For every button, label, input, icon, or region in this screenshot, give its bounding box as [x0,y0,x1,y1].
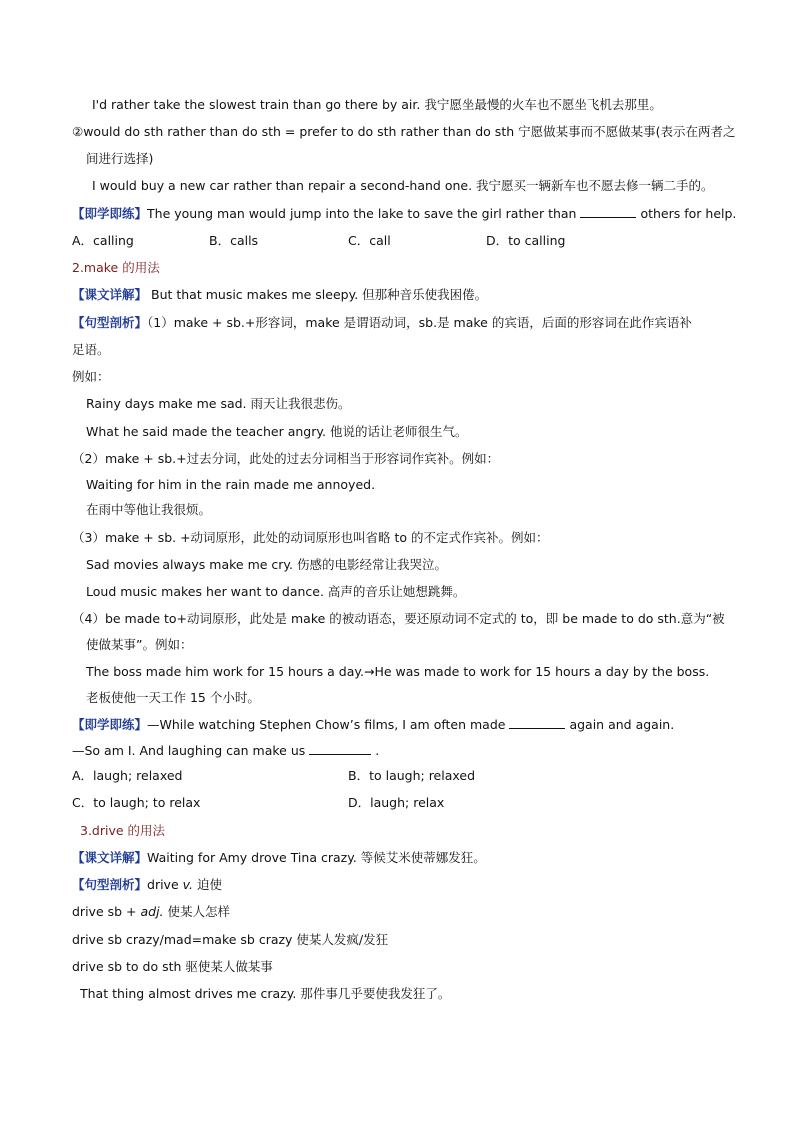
question-text: —So am I. And laughing can make us [72,743,306,758]
section-title: 2.make 的用法 [72,260,160,275]
question-text: The young man would jump into the lake to save the girl rather than [147,206,577,221]
option-c[interactable]: C．to laugh; to relax [72,795,201,810]
text-explanation [72,286,487,304]
exercise-question-cont [72,742,379,760]
option-a[interactable]: A．laugh; relaxed [72,768,183,783]
option-d[interactable]: D．laugh; relax [348,795,445,810]
example-sentence: Sad movies always make me cry. 伤感的电影经常让我哭泣。 [86,557,447,572]
option-c[interactable]: C．call [348,233,391,248]
pattern-analysis [72,876,222,894]
pattern-rule: drive sb to do sth 驱使某人做某事 [72,959,273,974]
explanation-text: But that music makes me sleepy. 但那种音乐使我困倦。 [147,287,488,302]
pattern-meaning: 使某人怎样 [163,904,231,919]
section-title: 3.drive 的用法 [80,823,166,838]
answer-blank[interactable] [580,205,636,218]
usage-rule-cont: 间进行选择) [86,151,154,166]
option-d[interactable]: D．to calling [486,233,566,248]
analysis-text: drive [147,877,183,892]
question-tail: . [375,743,380,758]
example-sentence: Rainy days make me sad. 雨天让我很悲伤。 [86,396,351,411]
exercise-question [72,205,736,223]
pattern-rule: drive sb crazy/mad=make sb crazy 使某人发疯/发狂 [72,932,389,947]
pattern-rule: （4）be made to+动词原形，此处是 make 的被动语态，要还原动词不定式的 to，即 be made to do sth.意为“被 [72,611,725,626]
pattern-analysis [72,314,692,332]
answer-blank[interactable] [509,716,565,729]
usage-rule: ②would do sth rather than do sth = prefer to do sth rather than do sth 宁愿做某事而不愿做某事(表示在两者之 [72,124,736,139]
pattern-rule [72,903,230,921]
example-sentence: I would buy a new car rather than repair a second-hand one. 我宁愿买一辆新车也不愿去修一辆二手的。 [92,178,714,193]
analysis-text: （1）make + sb.+形容词，make 是谓语动词，sb.是 make 的宾语，后面的形容词在此作宾语补 [147,315,692,330]
question-tail: again and again. [569,717,675,732]
example-sentence: What he said made the teacher angry. 他说的话让老师很生气。 [86,424,468,439]
example-sentence: Loud music makes her want to dance. 高声的音乐让她想跳舞。 [86,584,466,599]
analysis-tag: 【句型剖析】 [72,315,148,330]
pattern-rule: （2）make + sb.+过去分词，此处的过去分词相当于形容词作宾补。例如： [72,451,500,466]
example-sentence: I'd rather take the slowest train than go there by air. 我宁愿坐最慢的火车也不愿坐飞机去那里。 [92,97,662,112]
pattern-rule: （3）make + sb. +动词原形，此处的动词原形也叫省略 to 的不定式作宾补。例如： [72,530,549,545]
analysis-tag: 【句型剖析】 [72,877,148,892]
example-sentence: That thing almost drives me crazy. 那件事几乎要使我发狂了。 [80,986,451,1001]
pattern-rule-cont: 使做某事”。例如： [86,637,193,652]
text-explanation [72,849,486,867]
option-b[interactable]: B．to laugh; relaxed [348,768,476,783]
example-label: 例如： [72,369,110,384]
part-of-speech: v. [182,877,193,892]
answer-blank[interactable] [309,742,371,755]
explanation-text: Waiting for Amy drove Tina crazy. 等候艾米使蒂娜发狂。 [147,850,486,865]
example-sentence: Waiting for him in the rain made me annoyed. [86,477,376,492]
analysis-meaning: 迫使 [192,877,222,892]
analysis-text-cont: 足语。 [72,342,110,357]
exercise-tag: 【即学即练】 [72,717,148,732]
option-b[interactable]: B．calls [209,233,259,248]
exercise-tag: 【即学即练】 [72,206,148,221]
exercise-question [72,716,674,734]
pattern-text: drive sb + [72,904,141,919]
question-tail: others for help. [640,206,737,221]
option-a[interactable]: A．calling [72,233,134,248]
part-of-speech: adj. [140,904,164,919]
question-text: —While watching Stephen Chow’s films, I am often made [147,717,506,732]
explanation-tag: 【课文详解】 [72,287,148,302]
example-translation: 老板使他一天工作 15 个小时。 [86,690,260,705]
example-translation: 在雨中等他让我很烦。 [86,502,212,517]
explanation-tag: 【课文详解】 [72,850,148,865]
example-sentence: The boss made him work for 15 hours a day.→He was made to work for 15 hours a day by the boss. [86,664,710,679]
